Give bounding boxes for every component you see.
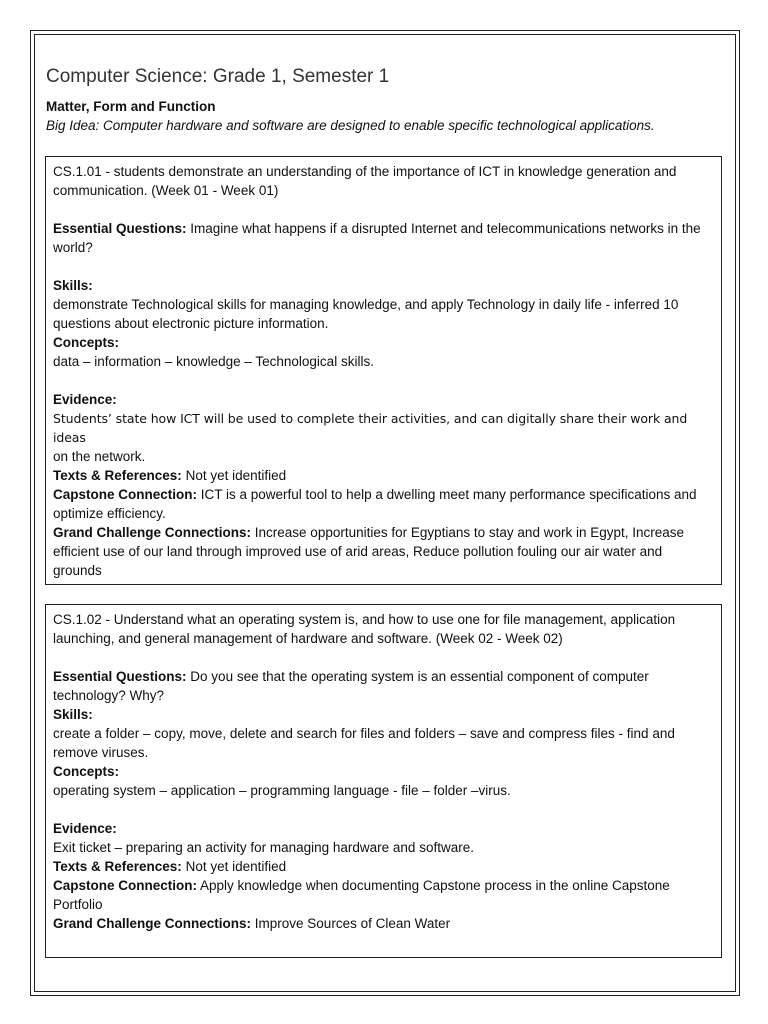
texts-references [53, 857, 714, 876]
capstone-connection-label: Capstone Connection: [53, 487, 197, 502]
standard-text: CS.1.02 - Understand what an operating system is, and how to use one for file management, application launching, and general management of hardware and software. (Week 02 - Week 02) [53, 612, 676, 646]
concepts-label: Concepts: [53, 764, 120, 779]
texts-references [53, 466, 714, 485]
capstone-connection-label: Capstone Connection: [53, 878, 197, 893]
standard-card-cs-1-01 [45, 156, 722, 585]
concepts-text: operating system – application – programming language - file – folder –virus. [53, 783, 511, 798]
texts-references-text: Not yet identified [181, 468, 287, 483]
evidence-label: Evidence: [53, 392, 117, 407]
grand-challenge-text: Increase opportunities for Egyptians to stay and work in Egypt, Increase efficient use of our land through improved use of arid areas, Reduce pollution fouling our air water and grounds [53, 525, 685, 578]
texts-references-label: Texts & References: [53, 859, 182, 874]
essential-questions-label: Essential Questions: [53, 221, 187, 236]
evidence-text-continued: on the network. [53, 449, 146, 464]
evidence-text: Exit ticket – preparing an activity for managing hardware and software. [53, 840, 474, 855]
grand-challenge-connections [53, 523, 714, 580]
essential-questions [53, 667, 714, 705]
essential-questions-text: Do you see that the operating system is an essential component of computer technology? Why? [53, 669, 649, 703]
evidence-text: Students’ state how ICT will be used to complete their activities, and can digitally share their work and ideas [53, 411, 688, 445]
essential-questions [53, 219, 714, 257]
capstone-connection-text: Apply knowledge when documenting Capstone process in the online Capstone Portfolio [53, 878, 670, 912]
grand-challenge-label: Grand Challenge Connections: [53, 525, 252, 540]
standard-card-cs-1-02 [45, 604, 722, 958]
skills-text: demonstrate Technological skills for managing knowledge, and apply Technology in daily life - inferred 10 questions about electronic picture information. [53, 297, 679, 331]
essential-questions-label: Essential Questions: [53, 669, 187, 684]
grand-challenge-label: Grand Challenge Connections: [53, 916, 252, 931]
texts-references-label: Texts & References: [53, 468, 182, 483]
concepts-label: Concepts: [53, 335, 120, 350]
evidence-label: Evidence: [53, 821, 117, 836]
capstone-connection [53, 485, 714, 523]
unit-title: Matter, Form and Function [46, 99, 216, 114]
concepts-text: data – information – knowledge – Technological skills. [53, 354, 374, 369]
essential-questions-text: Imagine what happens if a disrupted Internet and telecommunications networks in the world? [53, 221, 701, 255]
page-title: Computer Science: Grade 1, Semester 1 [46, 66, 390, 87]
big-idea: Big Idea: Computer hardware and software are designed to enable specific technological applications. [46, 118, 655, 133]
grand-challenge-text: Improve Sources of Clean Water [251, 916, 451, 931]
standard-text: CS.1.01 - students demonstrate an understanding of the importance of ICT in knowledge generation and communication. (Week 01 - Week 01) [53, 164, 677, 198]
skills-text: create a folder – copy, move, delete and search for files and folders – save and compress files - find and remove viruses. [53, 726, 675, 760]
capstone-connection [53, 876, 714, 914]
skills-label: Skills: [53, 707, 93, 722]
grand-challenge-connections [53, 914, 714, 933]
capstone-connection-text: ICT is a powerful tool to help a dwelling meet many performance specifications and optimize efficiency. [53, 487, 697, 521]
skills-label: Skills: [53, 278, 93, 293]
texts-references-text: Not yet identified [181, 859, 287, 874]
